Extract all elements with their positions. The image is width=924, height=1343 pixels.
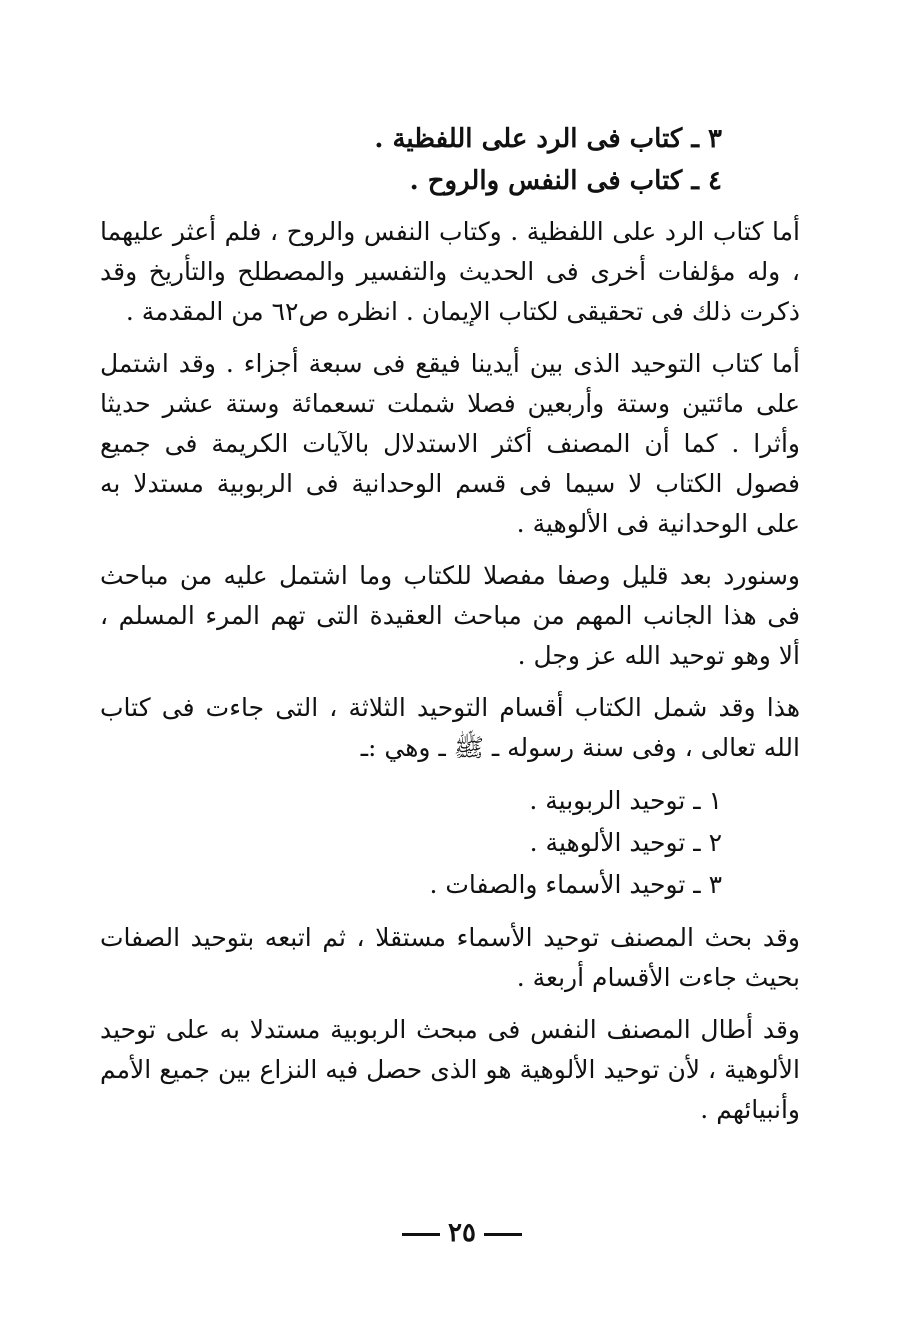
page-body <box>100 118 800 1130</box>
paragraph-1: أما كتاب الرد على اللفظية . وكتاب النفس والروح ، فلم أعثر عليهما ، وله مؤلفات أخرى فى الحديث والتفسير والمصطلح والتأريخ وقد ذكرت ذلك فى تحقيقى لكتاب الإيمان . انظره ص٦٢ من المقدمة . <box>100 217 800 326</box>
page-footer <box>0 1218 924 1248</box>
paragraph-4: هذا وقد شمل الكتاب أقسام التوحيد الثلاثة ، التى جاءت فى كتاب الله تعالى ، وفى سنة رسوله ـ ﷺ ـ وهي :ـ <box>100 693 800 762</box>
list-item: ٢ ـ توحيد الألوهية . <box>529 828 722 857</box>
list-item: ١ ـ توحيد الربوبية . <box>529 786 722 815</box>
page-number: ٢٥ <box>448 1218 476 1248</box>
paragraph-5: وقد بحث المصنف توحيد الأسماء مستقلا ، ثم اتبعه بتوحيد الصفات بحيث جاءت الأقسام أربعة . <box>100 923 800 992</box>
paragraph-2: أما كتاب التوحيد الذى بين أيدينا فيقع فى سبعة أجزاء . وقد اشتمل على مائتين وستة وأربعين فصلا شملت تسعمائة وستة عشر حديثا وأثرا . كما أن المصنف أكثر الاستدلال بالآيات الكريمة فى جميع فصول الكتاب لا سيما فى قسم الوحدانية فى الربوبية مستدلا به على الوحدانية فى الألوهية . <box>100 349 800 538</box>
paragraph-3: وسنورد بعد قليل وصفا مفصلا للكتاب وما اشتمل عليه من مباحث فى هذا الجانب المهم من مباحث العقيدة التى تهم المرء المسلم ، ألا وهو توحيد الله عز وجل . <box>100 561 800 670</box>
dash-left <box>484 1233 522 1236</box>
heading-1: ٣ ـ كتاب فى الرد على اللفظية . <box>374 124 722 154</box>
heading-2: ٤ ـ كتاب فى النفس والروح . <box>409 166 722 196</box>
list-item: ٣ ـ توحيد الأسماء والصفات . <box>429 870 722 899</box>
paragraph-6: وقد أطال المصنف النفس فى مبحث الربوبية مستدلا به على توحيد الألوهية ، لأن توحيد الألوهية هو الذى حصل فيه النزاع بين جميع الأمم وأنبيائهم . <box>100 1015 800 1124</box>
tawhid-list <box>100 780 800 906</box>
dash-right <box>402 1233 440 1236</box>
